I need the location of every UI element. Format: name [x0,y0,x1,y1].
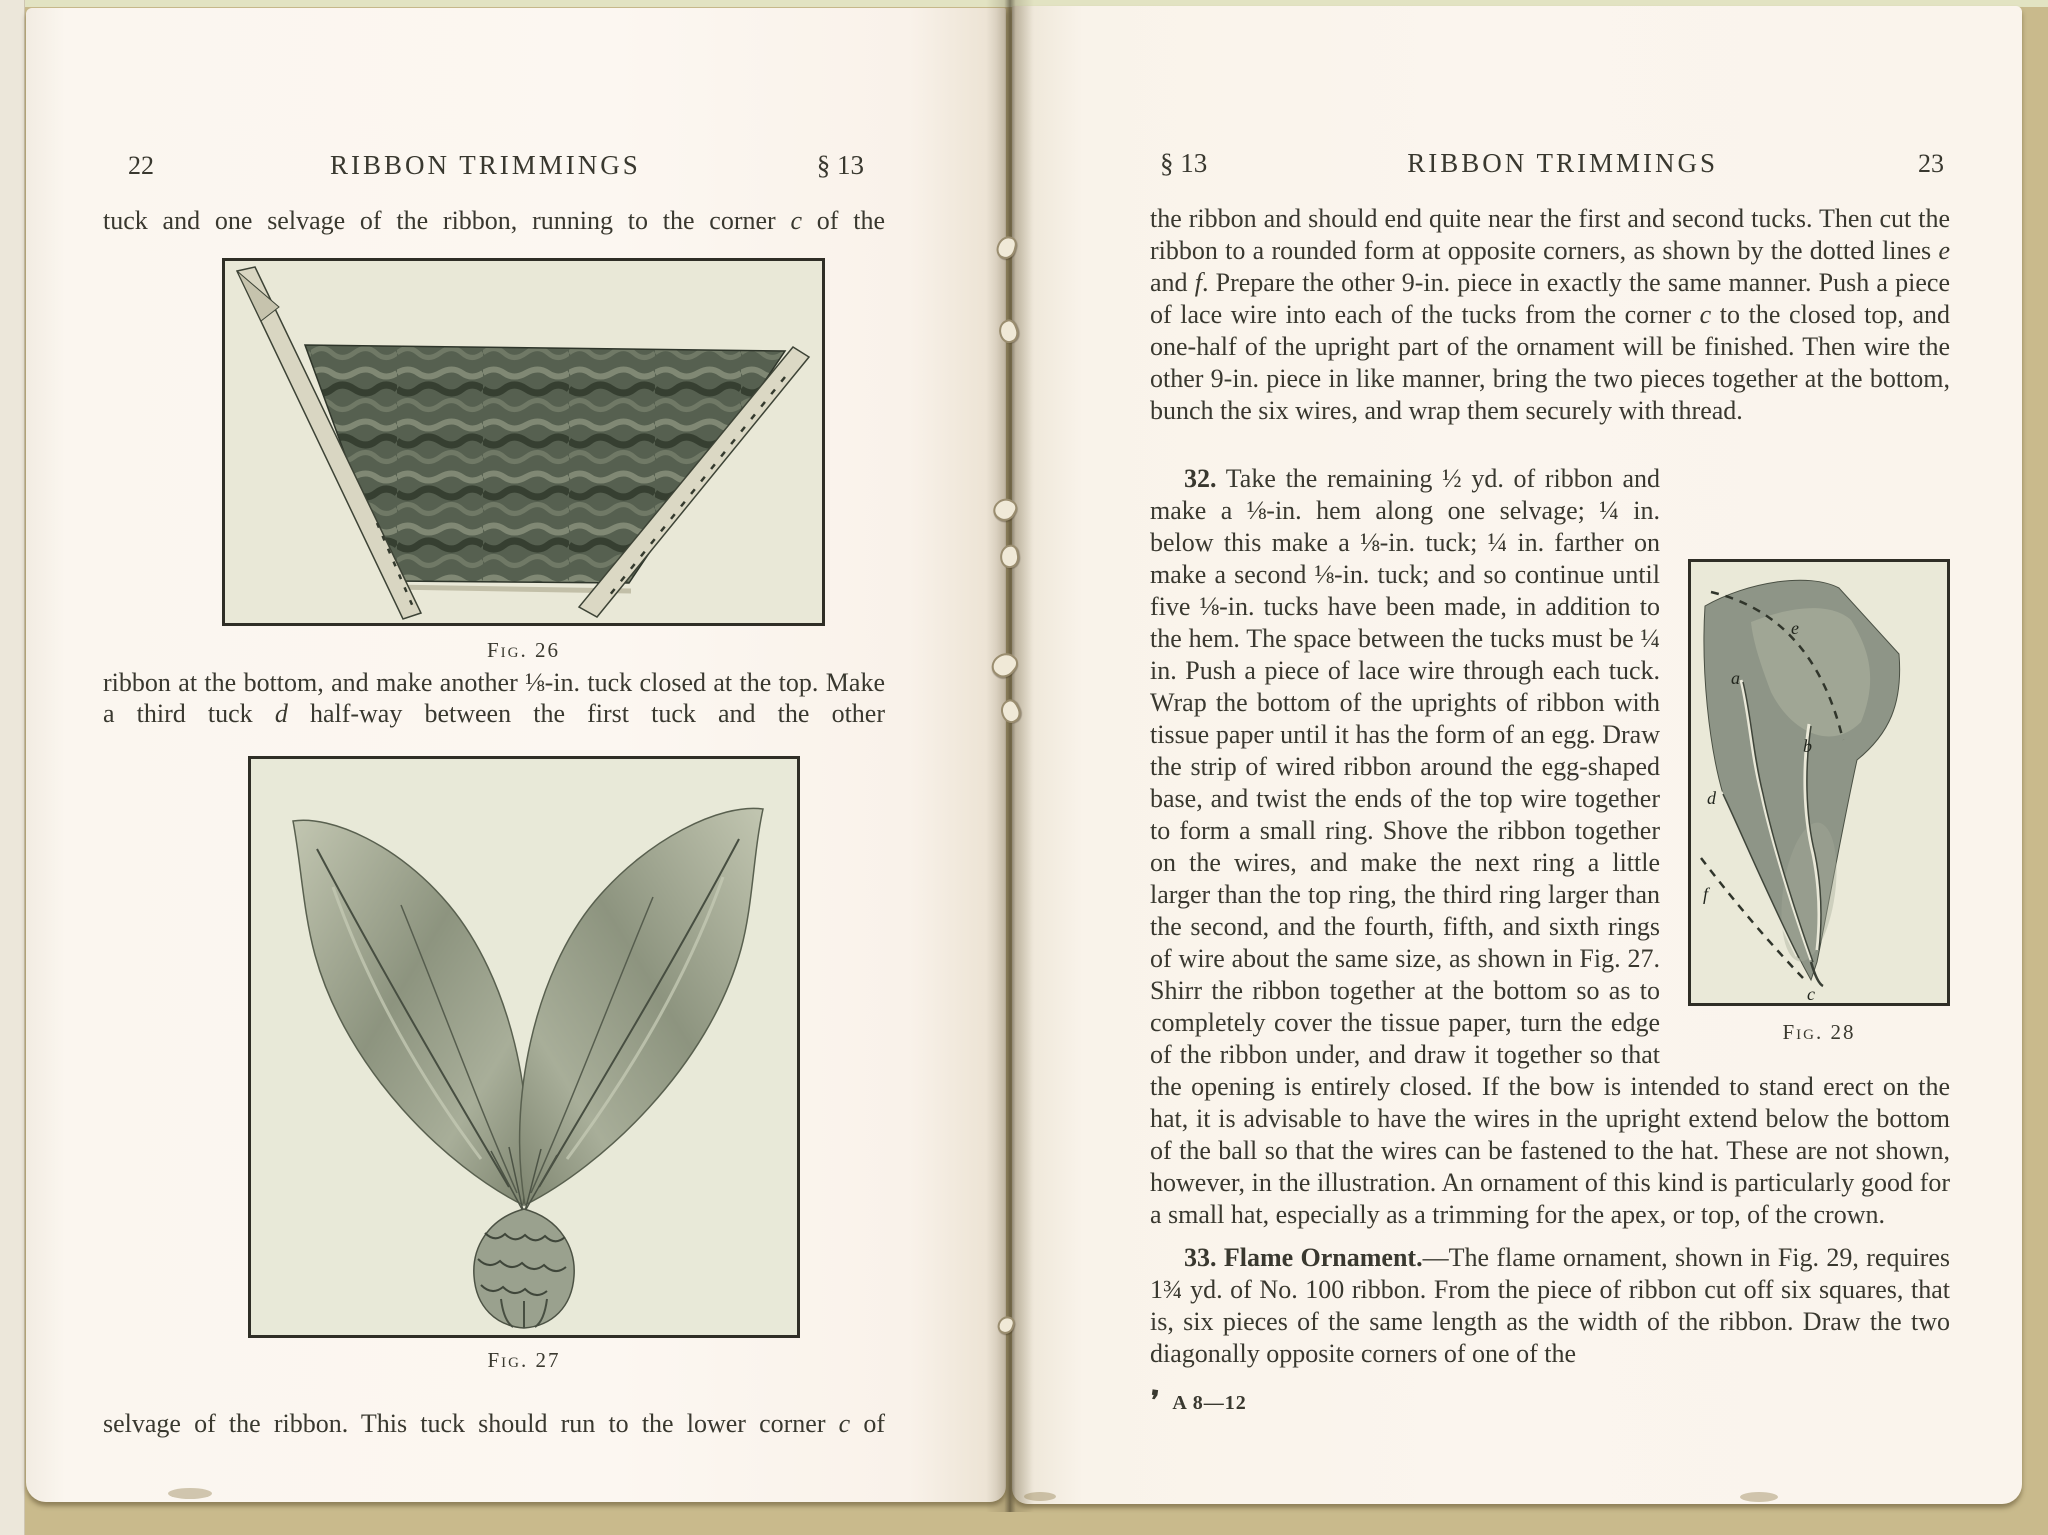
page-smudge [1740,1492,1778,1502]
fig28-label-a: a [1731,668,1740,688]
intro-line-text: of the [802,206,885,235]
intro-line-text: tuck and one selvage of the ribbon, running to the corner [103,206,791,235]
fig-27-caption: Fig. 27 [487,1348,561,1372]
right-running-title: RIBBON TRIMMINGS [1407,148,1719,178]
right-page-number: 23 [1917,149,1944,178]
page-smudge [1024,1492,1056,1501]
fig-27-illustration [251,759,797,1335]
mid-paragraph-text: ribbon at the bottom, and make another ⅛-in. tuck closed at the top. Make a third tuck [103,668,885,728]
fig28-label-c: c [1807,984,1815,1003]
p31-italic-f: f [1194,268,1202,297]
mid-paragraph-italic-d: d [274,699,288,728]
fig-28-illustration [1691,562,1947,1003]
fig28-label-e: e [1791,618,1799,638]
signature-row [1150,1386,1950,1416]
left-closing-line [103,1408,885,1439]
fig-26-illustration [225,261,822,623]
book-left-edge [0,0,25,1535]
p31-text: and [1150,268,1195,297]
p33-text: —The flame ornament, shown in Fig. 29, requires 1¾ yd. of No. 100 ribbon. From the piece of ribbon cut off six squares, that is, six pieces of the same length as the width of the ribbon. Draw the two diagonally opposite corners of one of the [1150,1243,1951,1368]
left-page-header [128,150,864,181]
p31-italic-e: e [1938,236,1950,265]
fig-26-plate [222,258,825,626]
closing-line-italic-c: c [838,1409,851,1438]
closing-line-text: selvage of the ribbon. This tuck should run to the lower corner [103,1409,839,1438]
closing-line-text: of [850,1409,885,1438]
signature-mark: A 8—12 [1172,1392,1247,1414]
fig-26-caption: Fig. 26 [486,638,560,662]
p33-number: 33. [1184,1243,1217,1272]
fig-27-plate [248,756,800,1338]
p31-text: the ribbon and should end quite near the first and second tucks. Then cut the ribbon to a rounded form at opposite corners, as shown by the dotted lines [1150,204,1950,265]
intro-line-italic-c: c [790,206,803,235]
stray-ink-mark: ❜ [1148,1385,1161,1416]
fig-28-plate [1688,559,1950,1006]
left-section-mark: § 13 [816,150,864,180]
left-mid-paragraph [103,667,885,729]
fig-28-caption: Fig. 28 [1782,1020,1856,1044]
left-running-title: RIBBON TRIMMINGS [329,150,641,180]
p31-text: to the closed top, and one-half of the upright part of the ornament will be finished. Then wire the other 9-in. piece in like manner, bring the two pieces together at the bottom, bunch the six wires, and wrap them securely with thread. [1150,300,1950,425]
paragraph-33 [1150,1242,1950,1370]
left-page-number: 22 [128,151,154,180]
right-page-lower-flow [1150,463,1950,1416]
right-section-mark: § 13 [1160,148,1208,178]
paragraph-31-continuation [1150,203,1950,427]
fig28-label-b: b [1803,736,1812,756]
left-intro-line [103,205,885,236]
right-page-header [1160,148,1944,179]
p32-number: 32. [1184,464,1217,493]
p32-text: Take the remaining ½ yd. of ribbon and make a ⅛-in. hem along one selvage; ¼ in. below this make a ⅛-in. tuck; ¼ in. farther on make a second ⅛-in. tuck; and so continue until five ⅛-in. tucks have been made, in addition to the hem. The space between the tucks must be ¼ in. Push a piece of lace wire through each tuck. Wrap the bottom of the uprights of ribbon with tissue paper until it has the form of an egg. Draw the strip of wired ribbon around the egg-shaped base, and twist the ends of the top wire together to form a small ring. Shove the ribbon together on the wires, and make the next ring a little larger than the top ring, the third ring larger than the second, and the fourth, fifth, and sixth rings of wire about the same size, as shown in Fig. 27. Shirr the ribbon together at the bottom so as to completely cover the tissue paper, turn the edge of the ribbon under, and draw it together so that the opening is entirely closed. If the bow is intended to stand erect on the hat, it is advisable to have the wires in the upright extend below the bottom of the ball so that the wires can be fastened to the hat. These are not shown, however, in the illustration. An ornament of this kind is particularly good for a small hat, especially as a trimming for the apex, or top, of the crown. [1150,464,1950,1229]
fig-28-block [1688,559,1950,1045]
p31-italic-c: c [1699,300,1712,329]
p31-text: . Prepare the other 9-in. piece in exactly the same manner. Push a piece of lace wire into each of the tucks from the corner [1150,268,1950,329]
p33-heading: Flame Ornament. [1216,1243,1423,1272]
fig28-label-d: d [1707,788,1716,808]
fig28-label-f: f [1703,884,1709,904]
page-smudge [168,1488,212,1499]
mid-paragraph-text: half-way between the first tuck and the other [287,699,885,728]
